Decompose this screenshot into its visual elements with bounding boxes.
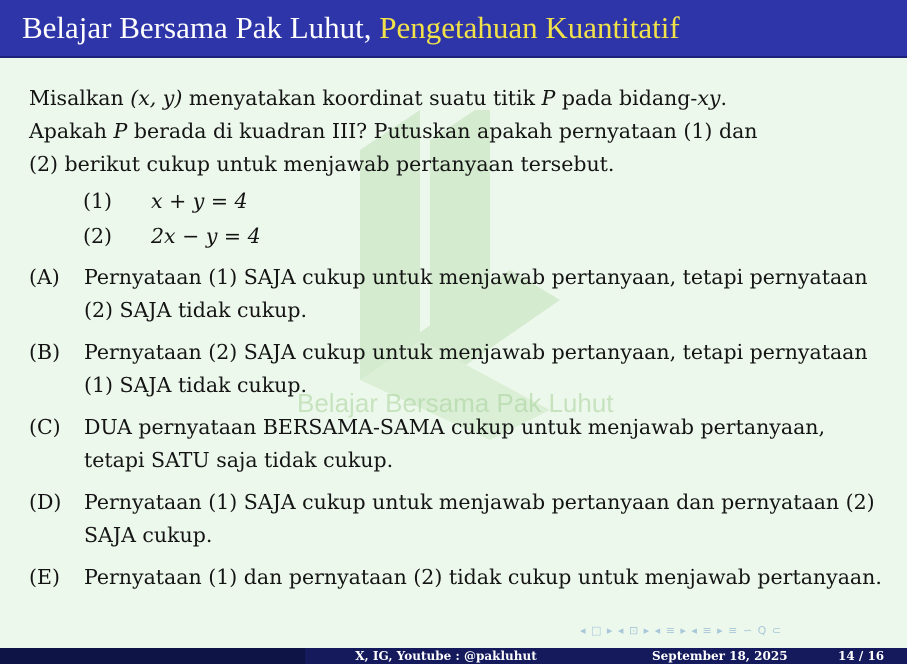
statement-expression: 2x − y = 4 [151, 224, 261, 248]
math-xy: xy [697, 86, 721, 110]
option-c [29, 411, 889, 477]
option-letter: (B) [29, 340, 61, 364]
footer-author-block [0, 648, 305, 664]
statement-1 [83, 184, 889, 219]
option-letter: (D) [29, 490, 62, 514]
question-text [29, 82, 889, 181]
option-letter: (A) [29, 265, 60, 289]
answer-options [29, 261, 889, 594]
statement-number: (2) [83, 224, 113, 248]
option-text: Pernyataan (1) SAJA cukup untuk menjawab pertanyaan dan pernyataan (2) SAJA cukup. [84, 490, 875, 547]
beamer-navigation-icons[interactable]: ◂ □ ▸ ◂ ⊡ ▸ ◂ ≡ ▸ ◂ ≡ ▸ ≡ ∽ Q ⊂ [580, 624, 782, 637]
slide-content [29, 82, 889, 603]
option-text: Pernyataan (2) SAJA cukup untuk menjawab pertanyaan, tetapi pernyataan (1) SAJA tidak cukup. [84, 340, 868, 397]
option-text: Pernyataan (1) SAJA cukup untuk menjawab pertanyaan, tetapi pernyataan (2) SAJA tidak cukup. [84, 265, 868, 322]
slide-header [0, 0, 907, 58]
option-d [29, 486, 889, 552]
option-text: DUA pernyataan BERSAMA-SAMA cukup untuk menjawab pertanyaan, tetapi SATU saja tidak cukup. [84, 415, 826, 472]
title-main: Belajar Bersama Pak Luhut, [22, 10, 372, 45]
math-p-2: P [113, 119, 128, 143]
slide-title [22, 10, 680, 46]
slide-footer [0, 648, 907, 664]
question-line-1: Misalkan (x, y) menyatakan koordinat suatu titik P pada bidang-xy. [29, 86, 727, 110]
question-line-2: Apakah P berada di kuadran III? Putuskan apakah pernyataan (1) dan [29, 119, 758, 143]
option-letter: (E) [29, 565, 60, 589]
math-xy-pair: (x, y) [130, 86, 183, 110]
statement-2 [83, 219, 889, 254]
math-p: P [541, 86, 556, 110]
option-b [29, 336, 889, 402]
statement-list [83, 184, 889, 254]
footer-date: September 18, 2025 [652, 649, 788, 663]
question-line-3: (2) berikut cukup untuk menjawab pertanyaan tersebut. [29, 152, 615, 176]
statement-expression: x + y = 4 [151, 189, 248, 213]
footer-social: X, IG, Youtube : @pakluhut [355, 649, 537, 663]
option-letter: (C) [29, 415, 61, 439]
title-accent: Pengetahuan Kuantitatif [379, 10, 680, 45]
watermark-text: Belajar Bersama Pak Luhut [297, 388, 614, 418]
option-e [29, 561, 889, 594]
footer-page-number: 14 / 16 [838, 649, 885, 663]
statement-number: (1) [83, 189, 113, 213]
option-a [29, 261, 889, 327]
option-text: Pernyataan (1) dan pernyataan (2) tidak cukup untuk menjawab pertanyaan. [84, 565, 882, 589]
